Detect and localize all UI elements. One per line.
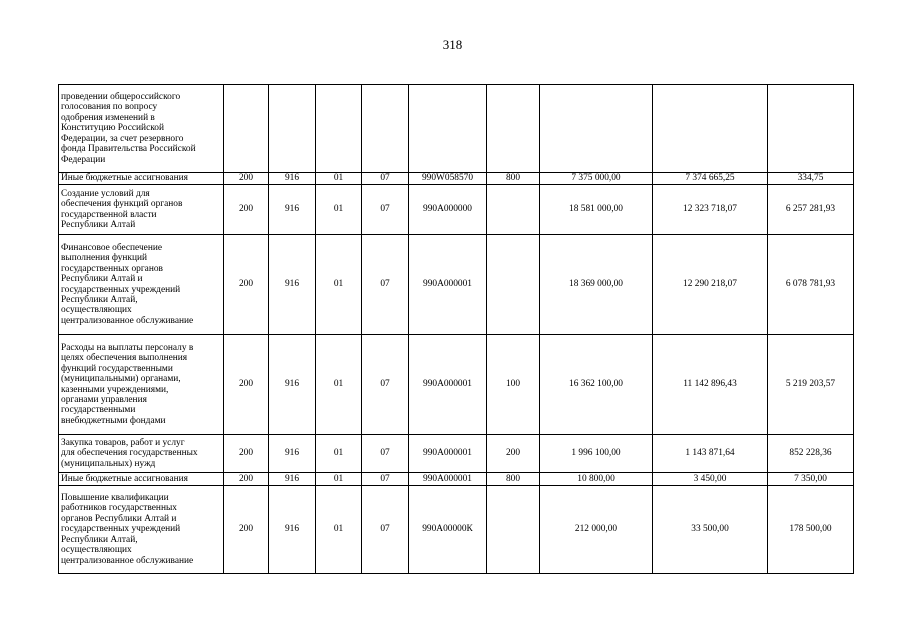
amount-cell: 7 350,00	[768, 473, 854, 486]
code-cell: 01	[316, 486, 362, 574]
row-description: Создание условий для обеспечения функций органов государственной власти Республики Алтай	[59, 185, 224, 235]
page-number: 318	[442, 37, 463, 52]
row-description: Иные бюджетные ассигнования	[59, 473, 224, 486]
code-cell: 916	[269, 486, 316, 574]
code-cell: 01	[316, 335, 362, 435]
table-row	[59, 235, 854, 335]
code-cell: 07	[362, 486, 409, 574]
code-cell: 07	[362, 335, 409, 435]
amount-cell: 11 142 896,43	[653, 335, 768, 435]
code-cell: 990А000000	[409, 185, 487, 235]
code-cell: 07	[362, 235, 409, 335]
amount-cell: 6 257 281,93	[768, 185, 854, 235]
table-row	[59, 85, 854, 173]
code-cell: 916	[269, 173, 316, 185]
table-row	[59, 473, 854, 486]
code-cell: 200	[224, 335, 269, 435]
amount-cell: 12 323 718,07	[653, 185, 768, 235]
code-cell: 07	[362, 435, 409, 473]
amount-cell	[653, 85, 768, 173]
code-cell	[409, 85, 487, 173]
code-cell: 916	[269, 435, 316, 473]
amount-cell: 16 362 100,00	[540, 335, 653, 435]
code-cell	[487, 235, 540, 335]
code-cell: 200	[487, 435, 540, 473]
amount-cell: 18 581 000,00	[540, 185, 653, 235]
code-cell: 01	[316, 185, 362, 235]
code-cell: 800	[487, 473, 540, 486]
amount-cell: 7 375 000,00	[540, 173, 653, 185]
code-cell: 01	[316, 235, 362, 335]
row-description: проведении общероссийского голосования по вопросу одобрения изменений в Конституцию Российской Федерации, за счет резервного фонда Правительства Российской Федерации	[59, 85, 224, 173]
code-cell: 800	[487, 173, 540, 185]
amount-cell: 7 374 665,25	[653, 173, 768, 185]
code-cell	[316, 85, 362, 173]
code-cell	[487, 486, 540, 574]
code-cell	[269, 85, 316, 173]
code-cell: 916	[269, 473, 316, 486]
table-row	[59, 185, 854, 235]
table-row	[59, 486, 854, 574]
amount-cell	[540, 85, 653, 173]
table-row	[59, 173, 854, 185]
code-cell	[224, 85, 269, 173]
row-description: Расходы на выплаты персоналу в целях обеспечения выполнения функций государственными (муниципальными) органами, казенными учреждениями, органами управления государственными внебюджетными фондами	[59, 335, 224, 435]
table-row	[59, 335, 854, 435]
code-cell: 100	[487, 335, 540, 435]
code-cell: 01	[316, 473, 362, 486]
code-cell: 990А00000К	[409, 486, 487, 574]
amount-cell: 6 078 781,93	[768, 235, 854, 335]
amount-cell: 178 500,00	[768, 486, 854, 574]
code-cell: 200	[224, 435, 269, 473]
amount-cell	[768, 85, 854, 173]
amount-cell: 852 228,36	[768, 435, 854, 473]
code-cell: 200	[224, 173, 269, 185]
amount-cell: 5 219 203,57	[768, 335, 854, 435]
code-cell: 200	[224, 473, 269, 486]
code-cell: 916	[269, 235, 316, 335]
code-cell: 990А000001	[409, 435, 487, 473]
code-cell	[487, 185, 540, 235]
amount-cell: 10 800,00	[540, 473, 653, 486]
code-cell: 07	[362, 185, 409, 235]
budget-table	[58, 84, 854, 574]
code-cell: 916	[269, 335, 316, 435]
row-description: Закупка товаров, работ и услуг для обеспечения государственных (муниципальных) нужд	[59, 435, 224, 473]
row-description: Повышение квалификации работников государственных органов Республики Алтай и государственных учреждений Республики Алтай, осуществляющих централизованное обслуживание	[59, 486, 224, 574]
code-cell: 200	[224, 235, 269, 335]
code-cell: 07	[362, 473, 409, 486]
code-cell: 990W058570	[409, 173, 487, 185]
code-cell: 916	[269, 185, 316, 235]
amount-cell: 334,75	[768, 173, 854, 185]
code-cell: 990А000001	[409, 473, 487, 486]
amount-cell: 18 369 000,00	[540, 235, 653, 335]
amount-cell: 33 500,00	[653, 486, 768, 574]
amount-cell: 12 290 218,07	[653, 235, 768, 335]
code-cell: 200	[224, 185, 269, 235]
row-description: Иные бюджетные ассигнования	[59, 173, 224, 185]
code-cell: 990А000001	[409, 335, 487, 435]
amount-cell: 3 450,00	[653, 473, 768, 486]
code-cell: 990А000001	[409, 235, 487, 335]
code-cell: 01	[316, 435, 362, 473]
row-description: Финансовое обеспечение выполнения функций государственных органов Республики Алтай и государственных учреждений Республики Алтай, осуществляющих централизованное обслуживание	[59, 235, 224, 335]
code-cell: 07	[362, 173, 409, 185]
code-cell	[487, 85, 540, 173]
code-cell: 200	[224, 486, 269, 574]
code-cell	[362, 85, 409, 173]
code-cell: 01	[316, 173, 362, 185]
amount-cell: 1 143 871,64	[653, 435, 768, 473]
amount-cell: 1 996 100,00	[540, 435, 653, 473]
table-row	[59, 435, 854, 473]
amount-cell: 212 000,00	[540, 486, 653, 574]
